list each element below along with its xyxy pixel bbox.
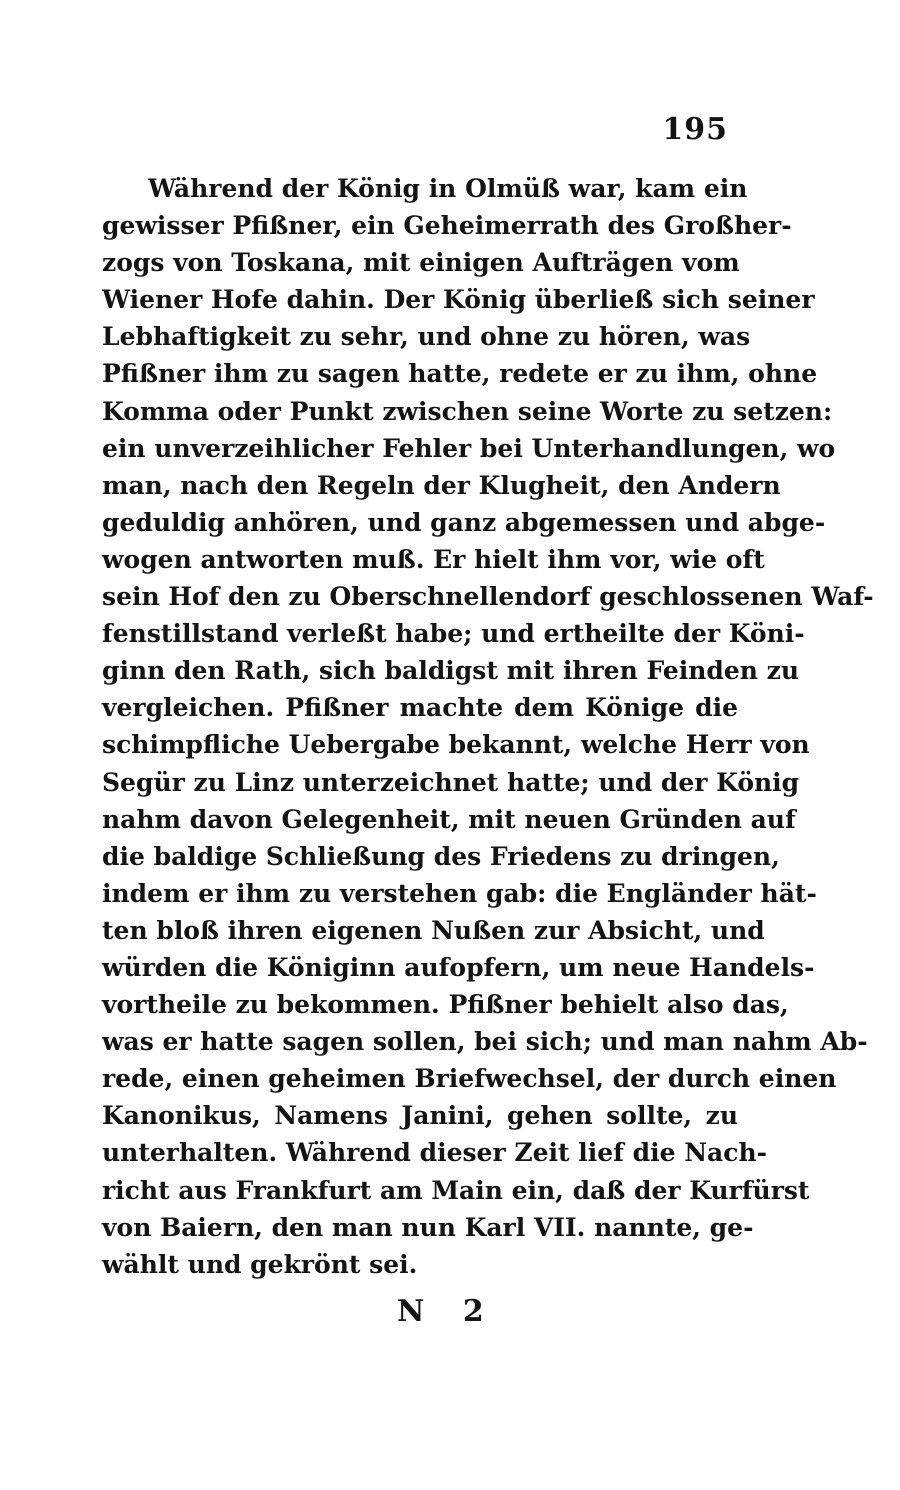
signature-mark: N 2 bbox=[397, 1294, 498, 1329]
text-line: vergleichen. Pfißner machte dem Könige die bbox=[102, 693, 738, 723]
text-line: ten bloß ihren eigenen Nußen zur Absicht, und bbox=[102, 915, 765, 945]
page-number: 195 bbox=[662, 112, 728, 147]
text-line: Lebhaftigkeit zu sehr, und ohne zu hören, was bbox=[102, 322, 751, 352]
text-line: gewisser Pfißner, ein Geheimerrath des Großher- bbox=[102, 211, 792, 241]
text-line: die baldige Schließung des Friedens zu dringen, bbox=[102, 841, 780, 871]
text-line: ginn den Rath, sich baldigst mit ihren Feinden zu bbox=[102, 656, 800, 686]
text-line: Kanonikus, Namens Janini, gehen sollte, zu bbox=[102, 1101, 738, 1131]
text-line: richt aus Frankfurt am Main ein, daß der Kurfürst bbox=[102, 1175, 810, 1205]
text-line: rede, einen geheimen Briefwechsel, der durch einen bbox=[102, 1064, 837, 1094]
text-line: Segür zu Linz unterzeichnet hatte; und der König bbox=[102, 767, 800, 797]
text-line: würden die Königinn aufopfern, um neue Handels- bbox=[102, 952, 815, 982]
text-line: was er hatte sagen sollen, bei sich; und man nahm Ab- bbox=[102, 1027, 868, 1057]
text-line: von Baiern, den man nun Karl VII. nannte, ge- bbox=[102, 1212, 754, 1242]
text-line: indem er ihm zu verstehen gab: die Engländer hät- bbox=[102, 878, 817, 908]
text-line: ein unverzeihlicher Fehler bei Unterhandlungen, wo bbox=[102, 433, 836, 463]
text-line: unterhalten. Während dieser Zeit lief die Nach- bbox=[102, 1138, 768, 1168]
body-text bbox=[102, 170, 874, 1283]
text-line: man, nach den Regeln der Klugheit, den Andern bbox=[102, 470, 781, 500]
text-line: schimpfliche Uebergabe bekannt, welche Herr von bbox=[102, 730, 810, 760]
text-line: sein Hof den zu Oberschnellendorf geschlossenen Waf- bbox=[102, 582, 874, 612]
text-line: Während der König in Olmüß war, kam ein bbox=[148, 174, 748, 203]
text-line: zogs von Toskana, mit einigen Aufträgen vom bbox=[102, 248, 740, 278]
text-line: geduldig anhören, und ganz abgemessen und abge- bbox=[102, 507, 826, 537]
text-line: Pfißner ihm zu sagen hatte, redete er zu ihm, ohne bbox=[102, 359, 818, 389]
text-line: fenstillstand verleßt habe; und ertheilte der Köni- bbox=[102, 619, 805, 649]
text-line: wogen antworten muß. Er hielt ihm vor, wie oft bbox=[102, 544, 765, 574]
text-line: wählt und gekrönt sei. bbox=[102, 1249, 418, 1279]
text-line: nahm davon Gelegenheit, mit neuen Gründen auf bbox=[102, 804, 796, 834]
text-line: Komma oder Punkt zwischen seine Worte zu setzen: bbox=[102, 396, 833, 426]
text-line: vortheile zu bekommen. Pfißner behielt also das, bbox=[102, 990, 789, 1020]
text-line: Wiener Hofe dahin. Der König überließ sich seiner bbox=[102, 285, 815, 315]
